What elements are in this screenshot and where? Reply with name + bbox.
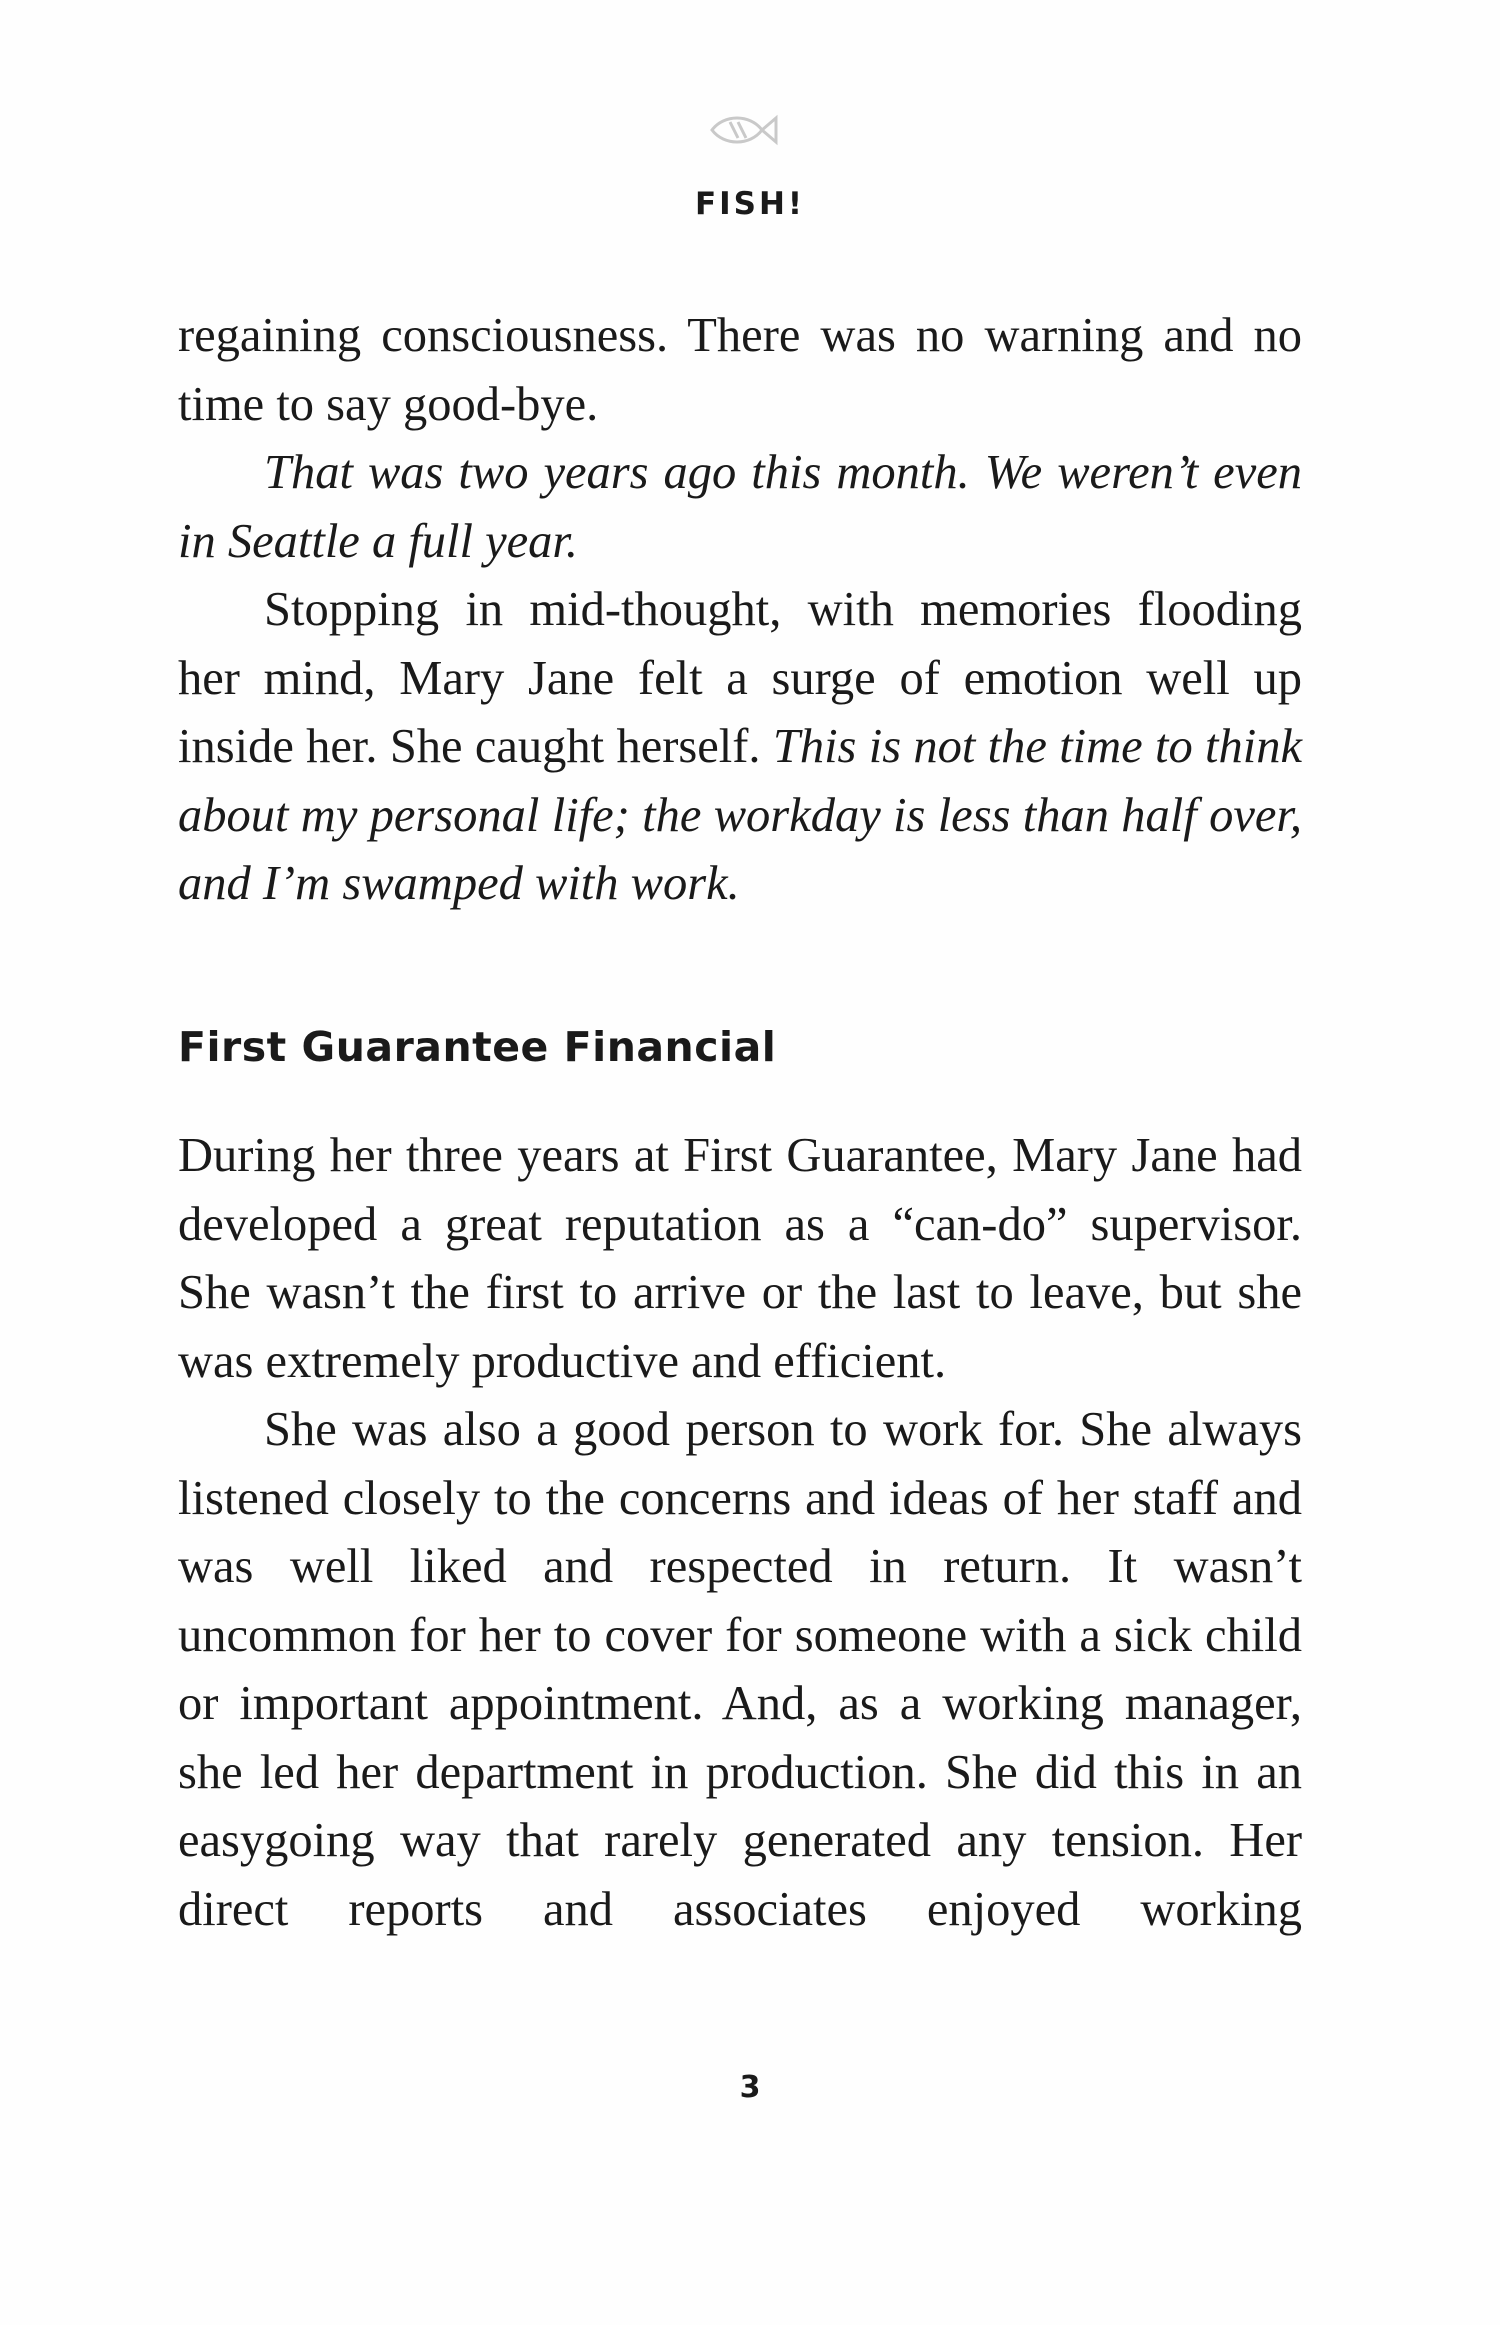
fish-icon xyxy=(702,108,782,152)
paragraph-italic-thought: That was two years ago this month. We weren’t even in Seattle a full year. xyxy=(178,446,1302,568)
paragraph: She was also a good person to work for. She always listened closely to the concerns and ideas of her staff and was well liked and respected in return. It wasn’t uncommon for her to cover for someone with a sick child or important appointment. And, as a working manager, she led her department in production. She did this in an easygoing way that rarely generated any tension. Her direct reports and associates enjoyed working xyxy=(178,1403,1302,1936)
section-text-block xyxy=(178,1122,1302,1944)
section-heading: First Guarantee Financial xyxy=(178,1023,777,1071)
paragraph xyxy=(178,576,1302,919)
paragraph-roman-text: Stopping in mid-thought, with memories flooding her mind, Mary Jane felt a surge of emotion well up inside her. She caught herself. xyxy=(178,583,1302,773)
paragraph: During her three years at First Guarantee, Mary Jane had developed a great reputation as a “can-do” supervisor. She wasn’t the first to arrive or the last to leave, but she was extremely productive and efficient. xyxy=(178,1129,1302,1388)
paragraph-italic-text: This is not the time to think about my personal life; the workday is less than half over, and I’m swamped with work. xyxy=(178,720,1302,910)
opening-text-block xyxy=(178,302,1302,919)
running-head: FISH! xyxy=(694,186,806,222)
paragraph: regaining consciousness. There was no warning and no time to say good-bye. xyxy=(178,309,1302,431)
page-number: 3 xyxy=(739,2070,761,2105)
